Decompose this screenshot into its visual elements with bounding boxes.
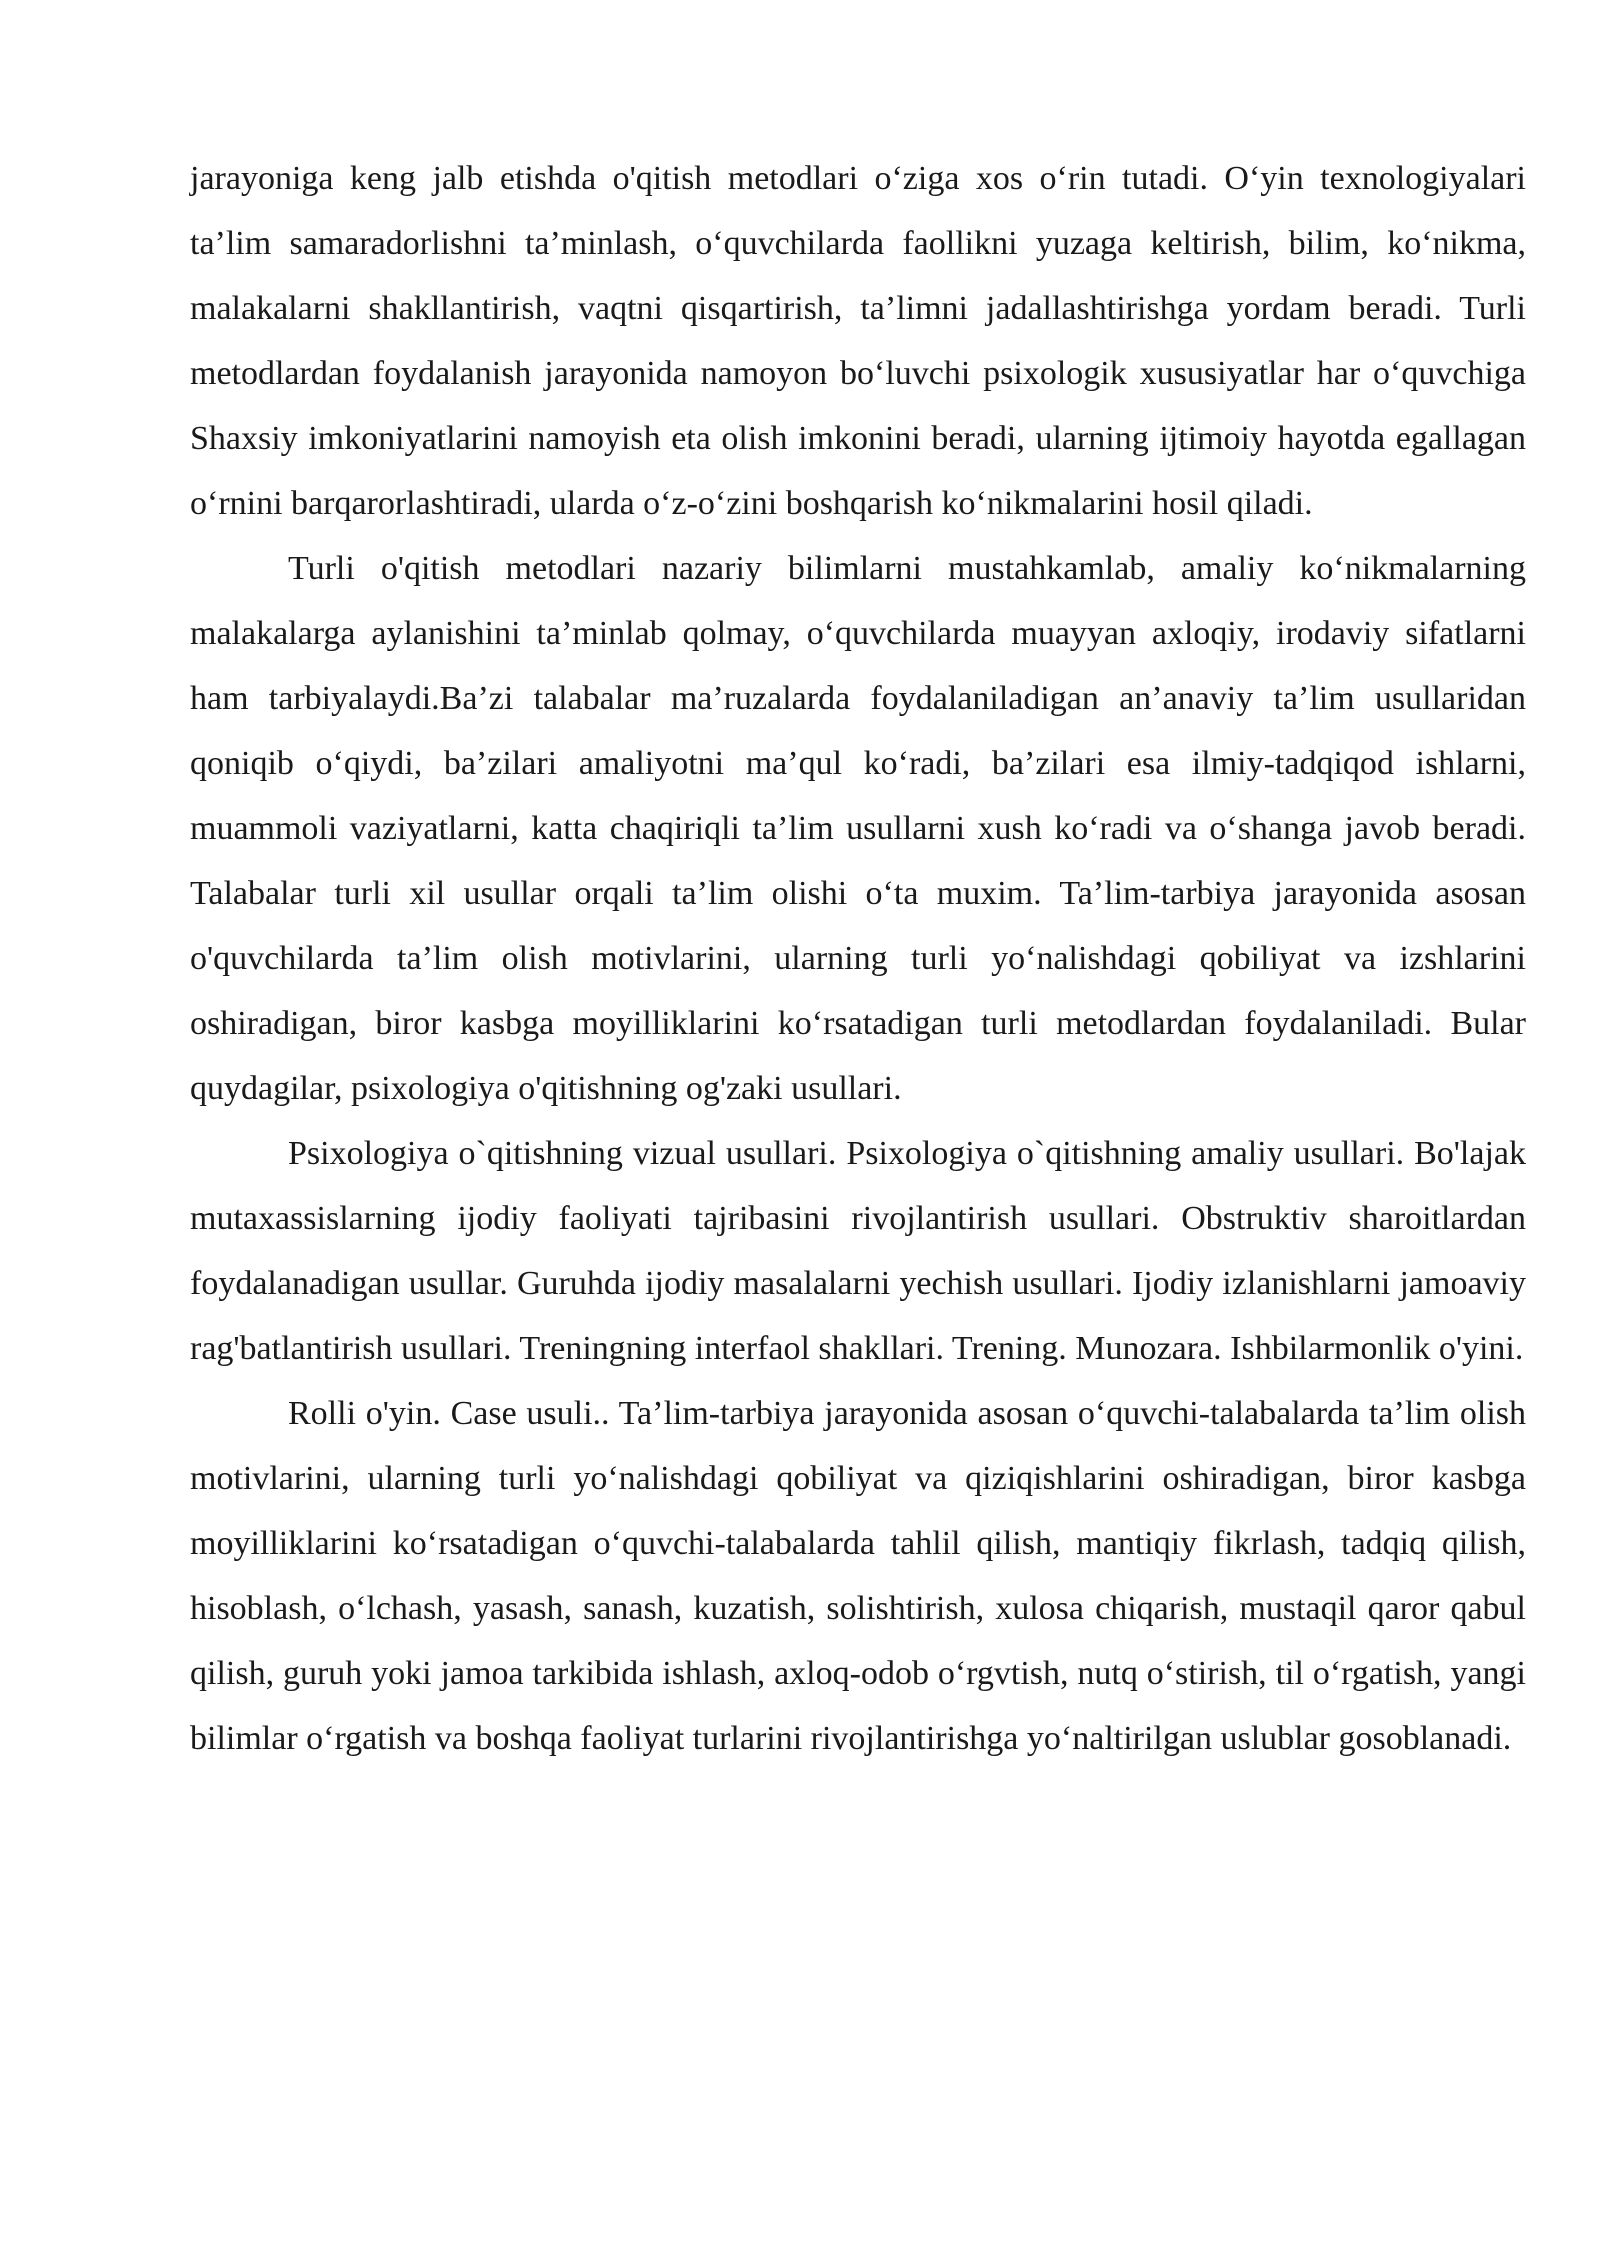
paragraph-4: Rolli o'yin. Case usuli.. Ta’lim-tarbiya jarayonida asosan o‘quvchi-talabalarda ta’lim olish motivlarini, ularning turli yo‘nalishdagi qobiliyat va qiziqishlarini oshiradigan, biror kasbga moyilliklarini ko‘rsatadigan o‘quvchi-talabalarda tahlil qilish, mantiqiy fikrlash, tadqiq qilish, hisoblash, o‘lchash, yasash, sanash, kuzatish, solishtirish, xulosa chiqarish, mustaqil qaror qabul qilish, guruh yoki jamoa tarkibida ishlash, axloq-odob o‘rgvtish, nutq o‘stirish, til o‘rgatish, yangi bilimlar o‘rgatish va boshqa faoliyat turlarini rivojlantirishga yo‘naltirilgan uslublar gosoblanadi.	[190, 1395, 1526, 1757]
document-body	[190, 146, 1526, 1771]
paragraph-1: jarayoniga keng jalb etishda o'qitish metodlari o‘ziga xos o‘rin tutadi. O‘yin texnologiyalari ta’lim samaradorlishni ta’minlash, o‘quvchilarda faollikni yuzaga keltirish, bilim, ko‘nikma, malakalarni shakllantirish, vaqtni qisqartirish, ta’limni jadallashtirishga yordam beradi. Turli metodlardan foydalanish jarayonida namoyon bo‘luvchi psixologik xususiyatlar har o‘quvchiga Shaxsiy imkoniyatlarini namoyish eta olish imkonini beradi, ularning ijtimoiy hayotda egallagan o‘rnini barqarorlashtiradi, ularda o‘z-o‘zini boshqarish ko‘nikmalarini hosil qiladi.	[190, 160, 1526, 522]
paragraph-3: Psixologiya o`qitishning vizual usullari. Psixologiya o`qitishning amaliy usullari. Bo'lajak mutaxassislarning ijodiy faoliyati tajribasini rivojlantirish usullari. Obstruktiv sharoitlardan foydalanadigan usullar. Guruhda ijodiy masalalarni yechish usullari. Ijodiy izlanishlarni jamoaviy rag'batlantirish usullari. Treningning interfaol shakllari. Trening. Munozara. Ishbilarmonlik o'yini.	[190, 1135, 1526, 1367]
paragraph-2: Turli o'qitish metodlari nazariy bilimlarni mustahkamlab, amaliy ko‘nikmalarning malakalarga aylanishini ta’minlab qolmay, o‘quvchilarda muayyan axloqiy, irodaviy sifatlarni ham tarbiyalaydi.Ba’zi talabalar ma’ruzalarda foydalaniladigan an’anaviy ta’lim usullaridan qoniqib o‘qiydi, ba’zilari amaliyotni ma’qul ko‘radi, ba’zilari esa ilmiy-tadqiqod ishlarni, muammoli vaziyatlarni, katta chaqiriqli ta’lim usullarni xush ko‘radi va o‘shanga javob beradi. Talabalar turli xil usullar orqali ta’lim olishi o‘ta muxim. Ta’lim-tarbiya jarayonida asosan o'quvchilarda ta’lim olish motivlarini, ularning turli yo‘nalishdagi qobiliyat va izshlarini oshiradigan, biror kasbga moyilliklarini ko‘rsatadigan turli metodlardan foydalaniladi. Bular quydagilar, psixologiya o'qitishning og'zaki usullari.	[190, 550, 1526, 1107]
